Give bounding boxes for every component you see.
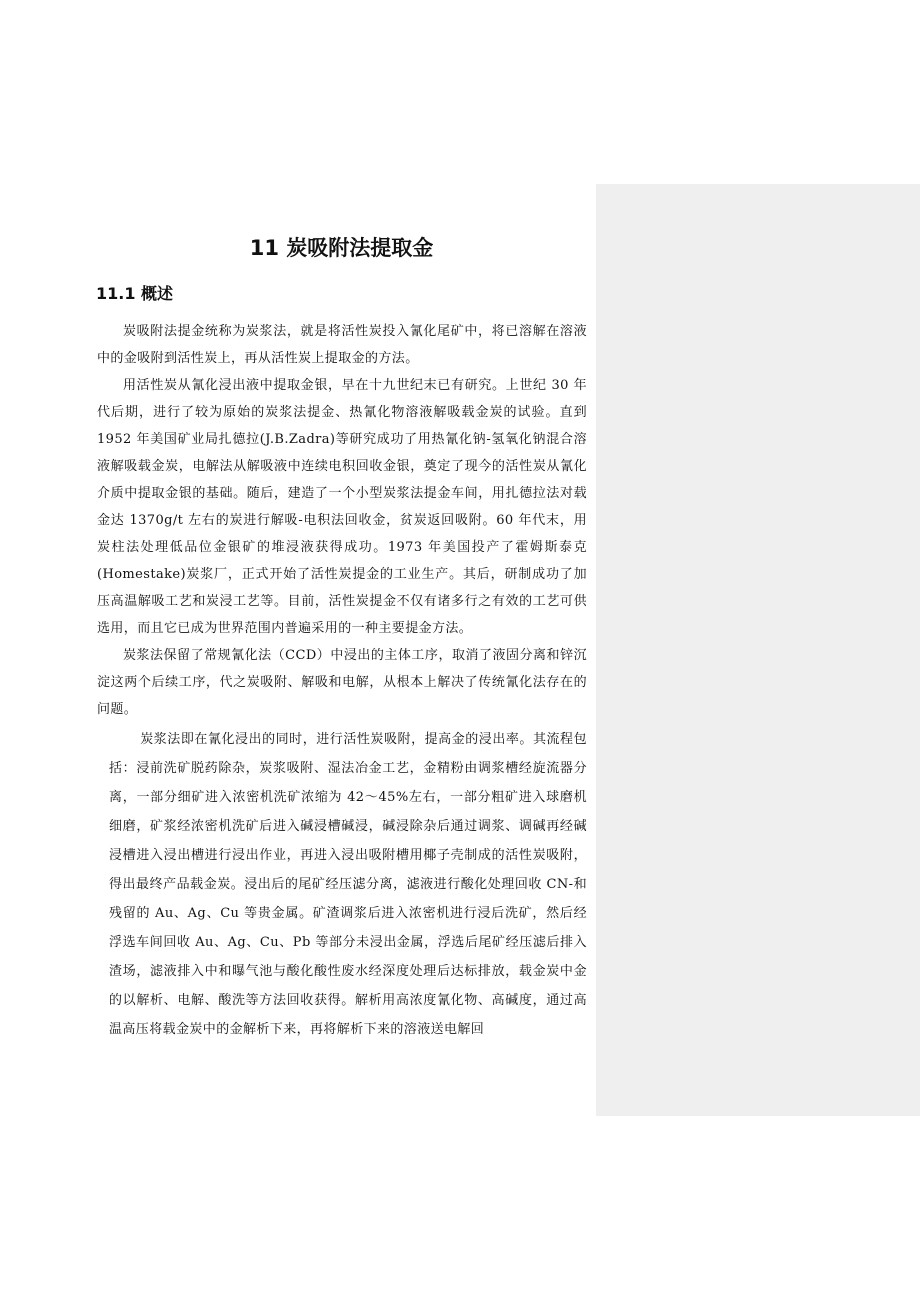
section-heading: 11.1 概述 [96, 284, 174, 303]
chapter-title: 11 炭吸附法提取金 [249, 236, 434, 260]
body-text [97, 318, 587, 1044]
paragraph-process-flow: 炭浆法即在氰化浸出的同时，进行活性炭吸附，提高金的浸出率。其流程包括：浸前洗矿脱药除杂，炭浆吸附、湿法冶金工艺，金精粉由调浆槽经旋流器分离，一部分细矿进入浓密机洗矿浓缩为 42～45%左右，一部分粗矿进入球磨机细磨，矿浆经浓密机洗矿后进入碱浸槽碱浸，碱浸除杂后通过调浆、调碱再经碱浸槽进入浸出槽进行浸出作业，再进入浸出吸附槽用椰子壳制成的活性炭吸附，得出最终产品载金炭。浸出后的尾矿经压滤分离，滤液进行酸化处理回收 CN-和残留的 Au、Ag、Cu 等贵金属。矿渣调浆后进入浓密机进行浸后洗矿，然后经浮选车间回收 Au、Ag、Cu、Pb 等部分未浸出金属，浮选后尾矿经压滤后排入渣场，滤液排入中和曝气池与酸化酸性废水经深度处理后达标排放，载金炭中金的以解析、电解、酸洗等方法回收获得。解析用高浓度氰化物、高碱度，通过高温高压将载金炭中的金解析下来，再将解析下来的溶液送电解回 [109, 732, 587, 1037]
comment-pane [596, 184, 920, 1116]
paragraph-intro: 炭吸附法提金统称为炭浆法，就是将活性炭投入氰化尾矿中，将已溶解在溶液中的金吸附到活性炭上，再从活性炭上提取金的方法。 [97, 324, 587, 366]
paragraph-history: 用活性炭从氰化浸出液中提取金银，早在十九世纪末已有研究。上世纪 30 年代后期，进行了较为原始的炭浆法提金、热氰化物溶液解吸载金炭的试验。直到 1952 年美国矿业局扎德拉(J.B.Zadra)等研究成功了用热氰化钠-氢氧化钠混合溶液解吸载金炭，电解法从解吸液中连续电积回收金银，奠定了现今的活性炭从氰化介质中提取金银的基础。随后，建造了一个小型炭浆法提金车间，用扎德拉法对载金达 1370g/t 左右的炭进行解吸-电积法回收金，贫炭返回吸附。60 年代末，用炭柱法处理低品位金银矿的堆浸液获得成功。1973 年美国投产了霍姆斯泰克(Homestake)炭浆厂，正式开始了活性炭提金的工业生产。其后，研制成功了加压高温解吸工艺和炭浸工艺等。目前，活性炭提金不仅有诸多行之有效的工艺可供选用，而且它已成为世界范围内普遍采用的一种主要提金方法。 [97, 378, 587, 636]
paragraph-ccd-comparison: 炭浆法保留了常规氰化法（CCD）中浸出的主体工序，取消了液固分离和锌沉淀这两个后续工序，代之炭吸附、解吸和电解，从根本上解决了传统氰化法存在的问题。 [97, 648, 587, 717]
